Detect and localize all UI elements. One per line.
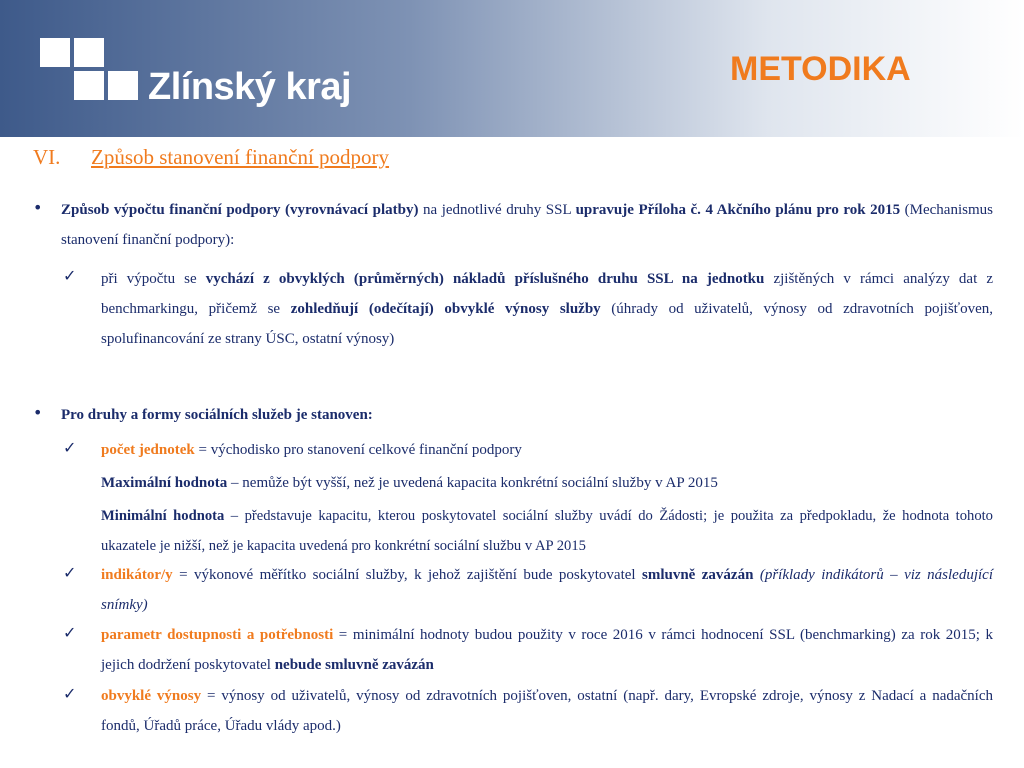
page-title: METODIKA [730,50,911,88]
check-4: parametr dostupnosti a potřebnosti = minimální hodnoty budou použity v roce 2016 v rámci hodnocení SSL (benchmarking) za rok 2015; k jejich dodržení poskytovatel nebude smluvně zavázán [101,627,993,673]
bullet-icon: • [33,403,43,422]
logo-text: Zlínský kraj [148,66,352,108]
bullet-icon: • [33,198,43,217]
check-3: indikátor/y = výkonové měřítko sociální služby, k jehož zajištění bude poskytovatel smluvně zavázán (příklady indikátorů – viz následující snímky) [101,567,994,613]
checkmark-icon: ✓ [63,438,77,457]
checkmark-icon: ✓ [63,563,77,582]
bullet-2: Pro druhy a formy sociálních služeb je stanoven: [61,407,373,423]
min-value: Minimální hodnota – představuje kapacitu, kterou poskytovatel sociální služby uvádí do Žádosti; je použita za předpokladu, že hodnota tohoto ukazatele je nižší, než je kapacita uvedená pro konkrétní sociální službu v AP 2015 [101,508,993,554]
zlinsky-kraj-logo-icon [40,38,110,102]
checkmark-icon: ✓ [63,684,77,703]
bullet-1: Způsob výpočtu finanční podpory (vyrovnávací platby) na jednotlivé druhy SSL upravuje Příloha č. 4 Akčního plánu pro rok 2015 (Mechanismus stanovení finanční podpory): [61,202,993,248]
check-5: obvyklé výnosy = výnosy od uživatelů, výnosy od zdravotních pojišťoven, ostatní (např. dary, Evropské zdroje, výnosy z Nadací a nadačních fondů, Úřadů práce, Úřadu vlády apod.) [101,688,993,734]
check-2: počet jednotek = východisko pro stanovení celkové finanční podpory [101,442,522,458]
header-banner [0,0,1024,137]
check-1: při výpočtu se vychází z obvyklých (průměrných) nákladů příslušného druhu SSL na jednotku zjištěných v rámci analýzy dat z benchmarkingu, přičemž se zohledňují (odečítají) obvyklé výnosy služby (úhrady od uživatelů, výnosy od zdravotních pojišťoven, spolufinancování ze strany ÚSC, ostatní výnosy) [101,271,993,347]
checkmark-icon: ✓ [63,623,77,642]
section-heading: VI. Způsob stanovení finanční podpory [33,145,390,169]
checkmark-icon: ✓ [63,266,77,285]
max-value: Maximální hodnota – nemůže být vyšší, než je uvedená kapacita konkrétní sociální služby v AP 2015 [101,475,718,491]
